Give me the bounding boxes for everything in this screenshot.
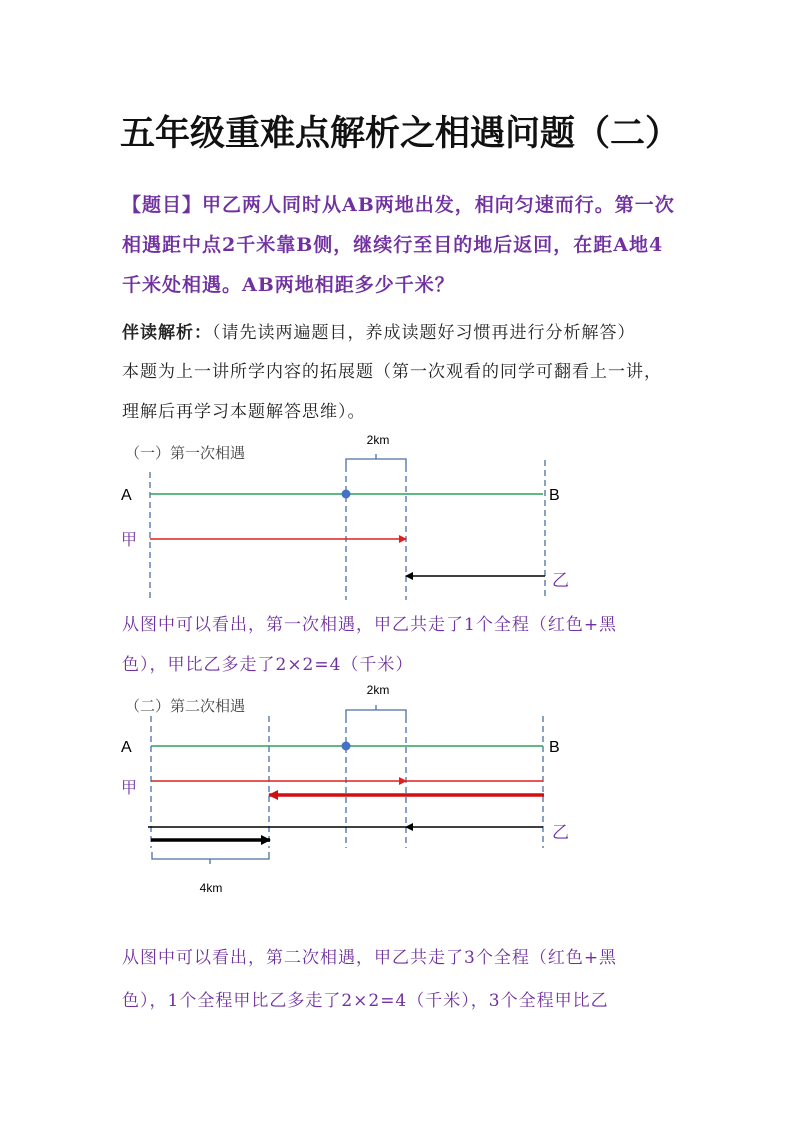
- point-a-label: A: [121, 487, 132, 504]
- diagram2-caption: （二）第二次相遇: [125, 697, 246, 715]
- yi-label: 乙: [552, 571, 569, 590]
- analysis-line: 本题为上一讲所学内容的拓展题（第一次观看的同学可翻看上一讲，: [122, 362, 662, 382]
- dashed-guides: [150, 460, 545, 600]
- page-title: 五年级重难点解析之相遇问题（二）: [119, 113, 680, 154]
- bottom-brace: [152, 852, 269, 864]
- problem-line: 千米处相遇。AB两地相距多少千米？: [122, 274, 455, 296]
- diagram-second-meeting: [121, 683, 569, 895]
- explain1-line: 从图中可以看出，第一次相遇，甲乙共走了1个全程（红色+黑: [122, 615, 618, 635]
- diagram-first-meeting: [121, 433, 569, 600]
- problem-line: 相遇距中点2千米靠B侧，继续行至目的地后返回，在距A地4: [122, 234, 664, 256]
- point-b-label: B: [549, 487, 560, 504]
- analysis-hint: （请先读两遍题目，养成读题好习惯再进行分析解答）: [212, 323, 636, 343]
- problem-line: 【题目】甲乙两人同时从AB两地出发，相向匀速而行。第一次: [122, 194, 675, 216]
- dashed-guides: [151, 716, 543, 848]
- analysis-line: 理解后再学习本题解答思维）。: [122, 402, 366, 422]
- point-b-label: B: [549, 739, 560, 756]
- point-a-label: A: [121, 739, 132, 756]
- diagram1-caption: （一）第一次相遇: [125, 444, 246, 462]
- jia-label: 甲: [121, 532, 138, 549]
- brace-label: 2km: [366, 433, 390, 447]
- brace-label: 2km: [366, 683, 390, 697]
- yi-label: 乙: [552, 823, 569, 842]
- analysis-label: 伴读解析：: [122, 323, 212, 343]
- brace: [346, 454, 406, 466]
- bottom-brace-label: 4km: [199, 881, 223, 895]
- jia-label: 甲: [121, 780, 138, 797]
- explain2-line: 从图中可以看出，第二次相遇，甲乙共走了3个全程（红色+黑: [122, 948, 618, 968]
- midpoint-dot: [342, 742, 351, 751]
- midpoint-dot: [342, 490, 351, 499]
- explain1-line: 色），甲比乙多走了2×2=4（千米）: [122, 655, 414, 675]
- brace: [346, 705, 406, 717]
- explain2-line: 色），1个全程甲比乙多走了2×2=4（千米），3个全程甲比乙: [122, 991, 609, 1011]
